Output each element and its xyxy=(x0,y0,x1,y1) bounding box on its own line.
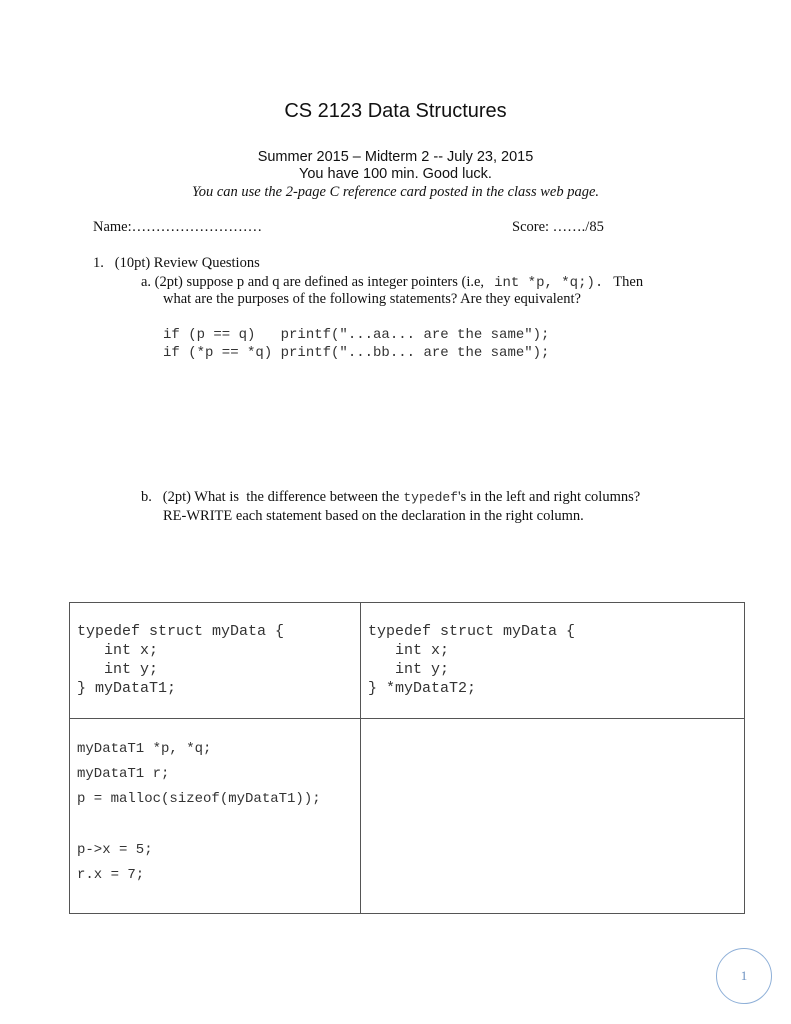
part-b-typedef-keyword: typedef xyxy=(403,490,458,505)
page-title: CS 2123 Data Structures xyxy=(284,100,507,122)
reference-card-note: You can use the 2-page C reference card posted in the class web page. xyxy=(192,184,599,200)
time-limit-line: You have 100 min. Good luck. xyxy=(299,166,492,182)
right-typedef-line: int x; xyxy=(368,642,450,659)
left-typedef-line: typedef struct myData { xyxy=(77,623,285,640)
part-a-line2: what are the purposes of the following statements? Are they equivalent? xyxy=(163,291,581,307)
question1-heading: 1. (10pt) Review Questions xyxy=(93,255,260,271)
left-code-line: myDataT1 *p, *q; xyxy=(77,741,212,757)
left-typedef-line: int x; xyxy=(77,642,159,659)
part-a-line1 xyxy=(141,273,643,291)
table-column-divider xyxy=(360,603,361,913)
left-typedef-line: } myDataT1; xyxy=(77,680,177,697)
part-a-code-line-1: if (p == q) printf("...aa... are the same"); xyxy=(163,327,550,343)
right-typedef-line: } *myDataT2; xyxy=(368,680,477,697)
part-b-line1-prefix: b. (2pt) What is the difference between the xyxy=(141,489,400,505)
part-b-line1-suffix: 's in the left and right columns? xyxy=(457,489,641,505)
left-code-line: p = malloc(sizeof(myDataT1)); xyxy=(77,791,321,807)
score-field-label: Score: ……./85 xyxy=(512,219,604,235)
part-b-line2: RE-WRITE each statement based on the declaration in the right column. xyxy=(163,508,584,524)
part-a-code-line-2: if (*p == *q) printf("...bb... are the same"); xyxy=(163,345,550,361)
part-b-line1 xyxy=(141,488,640,506)
left-code-line: r.x = 7; xyxy=(77,867,145,883)
exam-date-line: Summer 2015 – Midterm 2 -- July 23, 2015 xyxy=(257,149,534,165)
table-row-divider xyxy=(70,718,744,719)
name-field-label: Name:……………………… xyxy=(93,219,263,235)
typedef-comparison-table xyxy=(69,602,745,914)
part-a-line1-text: a. (2pt) suppose p and q are defined as integer pointers (i.e, xyxy=(141,274,485,290)
part-a-line1-tail: Then xyxy=(613,274,644,290)
right-typedef-line: typedef struct myData { xyxy=(368,623,576,640)
right-typedef-line: int y; xyxy=(368,661,450,678)
right-answer-cell xyxy=(362,720,744,913)
left-code-line: p->x = 5; xyxy=(77,842,153,858)
left-typedef-line: int y; xyxy=(77,661,159,678)
left-code-line: myDataT1 r; xyxy=(77,766,170,782)
page-number-badge xyxy=(716,948,772,1004)
part-a-pointer-decl: int *p, *q;). xyxy=(494,275,604,291)
page-number: 1 xyxy=(740,968,748,983)
